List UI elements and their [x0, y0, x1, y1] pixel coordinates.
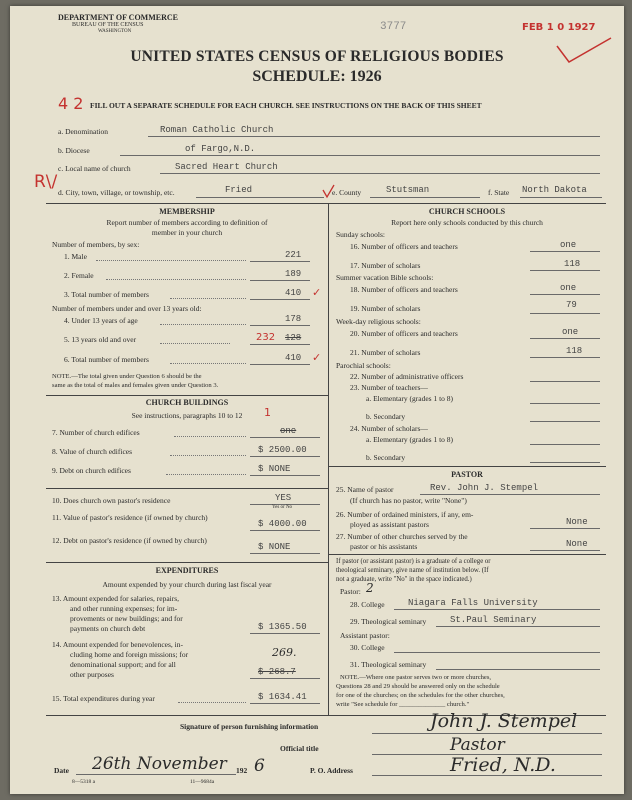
row-26-line-1: 26. Number of ordained ministers, if any, em-	[336, 510, 474, 519]
row-16-label: 16. Number of officers and teachers	[350, 242, 458, 251]
rv-mark: R\/	[34, 172, 58, 192]
row-8-label: 8. Value of church edifices	[52, 447, 133, 456]
row-10-value: YES	[275, 493, 292, 503]
tick-mark-icon	[322, 184, 336, 200]
row-12-label: 12. Debt on pastor's residence (if owned by church)	[52, 536, 207, 545]
form-subtitle: SCHEDULE: 1926	[252, 68, 382, 85]
form-code-2: 11—9684a	[190, 779, 215, 785]
po-address-value: Fried, N.D.	[450, 754, 556, 776]
row-3-label: 3. Total number of members	[64, 290, 149, 299]
row-7-label: 7. Number of church edifices	[52, 428, 140, 437]
pastor-note-2: Questions 28 and 29 should be answered only on the schedule	[336, 683, 500, 690]
college-value: Niagara Falls University	[408, 598, 538, 608]
census-schedule-sheet	[10, 6, 624, 794]
membership-by-sex: Number of members, by sex:	[52, 240, 140, 249]
row-10-label: 10. Does church own pastor's residence	[52, 496, 171, 505]
row-21-value: 118	[566, 346, 583, 356]
schedule-number: 3777	[380, 21, 407, 33]
row-16-value: one	[560, 240, 577, 250]
pastor-note-1: NOTE.—Where one pastor serves two or more churches,	[340, 674, 492, 681]
row-14-line-4: other purposes	[70, 670, 114, 679]
row-22-label: 22. Number of administrative officers	[350, 372, 464, 381]
row-23b-label: b. Secondary	[366, 412, 406, 421]
row-20-label: 20. Number of officers and teachers	[350, 329, 458, 338]
year-prefix: 192	[236, 766, 248, 775]
official-title-value: Pastor	[450, 735, 505, 755]
buildings-heading: CHURCH BUILDINGS	[145, 398, 229, 407]
membership-intro-1: Report number of members according to definition of	[106, 218, 268, 227]
date-label: Date	[54, 766, 69, 775]
row-6-label: 6. Total number of members	[64, 355, 149, 364]
row-4-value: 178	[285, 314, 302, 324]
row-25-label: 25. Name of pastor	[336, 485, 394, 494]
row-3-value: 410	[285, 288, 302, 298]
membership-note-1: NOTE.—The total given under Question 6 should be the	[52, 373, 202, 380]
row-2-value: 189	[285, 269, 302, 279]
row-14-line-3: denominational support; and for all	[70, 660, 176, 669]
row-13-line-3: provements or new buildings; and for	[70, 614, 183, 623]
buildings-mark: 1	[264, 406, 271, 419]
row-5-value: 128	[285, 333, 302, 343]
row-9-label: 9. Debt on church edifices	[52, 466, 131, 475]
row-24b-label: b. Secondary	[366, 453, 406, 462]
denomination-label: a. Denomination	[58, 127, 108, 136]
row-31-label: 31. Theological seminary	[350, 660, 427, 669]
row-6-mark: ✓	[312, 351, 322, 364]
row-25-hint: (If church has no pastor, write "None")	[350, 496, 467, 505]
county-value: Stutsman	[386, 185, 430, 195]
pastor-note-3: for one of the churches; on the schedules for the other churches,	[336, 692, 505, 699]
row-29-label: 29. Theological seminary	[350, 617, 427, 626]
row-8-value: $ 2500.00	[258, 445, 307, 455]
row-1-value: 221	[285, 250, 302, 260]
summer-label: Summer vacation Bible schools:	[336, 273, 434, 282]
row-20-value: one	[562, 327, 579, 337]
expenditures-heading: EXPENDITURES	[155, 566, 219, 575]
row-18-label: 18. Number of officers and teachers	[350, 285, 458, 294]
row-15-value: $ 1634.41	[258, 692, 307, 702]
pastor-heading: PASTOR	[451, 470, 483, 479]
denomination-value: Roman Catholic Church	[160, 125, 274, 135]
row-4-label: 4. Under 13 years of age	[64, 316, 138, 325]
state-value: North Dakota	[522, 185, 587, 195]
row-23a-label: a. Elementary (grades 1 to 8)	[366, 394, 454, 403]
bureau-name: BUREAU OF THE CENSUS	[72, 22, 144, 28]
row-7-value: one	[280, 426, 297, 436]
membership-heading: MEMBERSHIP	[159, 207, 215, 216]
county-label: e. County	[332, 188, 362, 197]
diocese-value: of Fargo,N.D.	[185, 144, 256, 154]
year-value: 6	[254, 756, 265, 776]
date-value: 26th November	[92, 754, 227, 774]
membership-note-2: same as the total of males and females given under Question 3.	[52, 382, 219, 389]
row-14-line-1: 14. Amount expended for benevolences, in-	[52, 640, 184, 649]
city-label: d. City, town, village, or township, etc.	[58, 188, 175, 197]
official-title-label: Official title	[280, 744, 319, 753]
row-13-line-4: payments on church debt	[70, 624, 146, 633]
pastor-label: Pastor:	[340, 587, 361, 596]
row-26-value: None	[566, 517, 588, 527]
row-13-value: $ 1365.50	[258, 622, 307, 632]
row-11-value: $ 4000.00	[258, 519, 307, 529]
pastor-name-value: Rev. John J. Stempel	[430, 483, 539, 493]
city-name: WASHINGTON	[98, 29, 132, 34]
row-9-value: $ NONE	[258, 464, 291, 474]
pastor-note-4: write "See schedule for ______________ church."	[336, 701, 470, 708]
received-stamp: FEB 1 0 1927	[522, 22, 596, 33]
row-15-label: 15. Total expenditures during year	[52, 694, 155, 703]
grad-note-1: If pastor (or assistant pastor) is a graduate of a college or	[336, 558, 491, 565]
weekday-label: Week-day religious schools:	[336, 317, 421, 326]
row-28-label: 28. College	[350, 600, 385, 609]
handwritten-42: 4 2	[58, 94, 84, 113]
row-17-value: 118	[564, 259, 581, 269]
row-2-label: 2. Female	[64, 271, 94, 280]
row-30-label: 30. College	[350, 643, 385, 652]
row-13-line-2: and other running expenses; for im-	[70, 604, 178, 613]
dept-name: DEPARTMENT OF COMMERCE	[58, 13, 179, 22]
row-24-label: 24. Number of scholars—	[350, 424, 428, 433]
row-11-label: 11. Value of pastor's residence (if owned by church)	[52, 513, 208, 522]
row-19-value: 79	[566, 300, 577, 310]
state-label: f. State	[488, 188, 510, 197]
po-address-label: P. O. Address	[310, 766, 353, 775]
membership-intro-2: member in your church	[151, 228, 223, 237]
buildings-see: See instructions, paragraphs 10 to 12	[131, 411, 243, 420]
sunday-label: Sunday schools:	[336, 230, 385, 239]
row-14-correction: 269.	[272, 646, 297, 659]
city-value: Fried	[225, 185, 253, 195]
form-code-1: 8—5318 a	[72, 779, 96, 785]
row-24a-label: a. Elementary (grades 1 to 8)	[366, 435, 454, 444]
row-1-label: 1. Male	[64, 252, 87, 261]
row-5-label: 5. 13 years old and over	[64, 335, 137, 344]
parochial-label: Parochial schools:	[336, 361, 391, 370]
row-6-value: 410	[285, 353, 302, 363]
signature-label: Signature of person furnishing information	[180, 722, 319, 731]
row-23-label: 23. Number of teachers—	[350, 383, 428, 392]
yes-no-hint: Yes or No	[272, 505, 293, 510]
row-21-label: 21. Number of scholars	[350, 348, 421, 357]
row-3-mark: ✓	[312, 286, 322, 299]
row-17-label: 17. Number of scholars	[350, 261, 421, 270]
row-13-line-1: 13. Amount expended for salaries, repairs,	[52, 594, 180, 603]
seminary-value: St.Paul Seminary	[450, 615, 537, 625]
instruction-line: FILL OUT A SEPARATE SCHEDULE FOR EACH CHURCH. SEE INSTRUCTIONS ON THE BACK OF THIS SHEET	[90, 101, 482, 110]
diocese-label: b. Diocese	[58, 146, 90, 155]
pastor-mark: 2	[366, 581, 374, 595]
row-27-value: None	[566, 539, 588, 549]
expenditures-intro: Amount expended by your church during last fiscal year	[102, 580, 272, 589]
row-14-line-2: cluding home and foreign missions; for	[70, 650, 189, 659]
grad-note-3: not a graduate, write "No" in the space indicated.)	[336, 576, 472, 583]
row-26-line-2: ployed as assistant pastors	[350, 520, 429, 529]
local-name-value: Sacred Heart Church	[175, 162, 278, 172]
row-19-label: 19. Number of scholars	[350, 304, 421, 313]
row-5-correction: 232	[256, 332, 276, 343]
row-18-value: one	[560, 283, 577, 293]
row-27-line-1: 27. Number of other churches served by the	[336, 532, 468, 541]
schools-intro: Report here only schools conducted by this church	[391, 218, 543, 227]
under-over-label: Number of members under and over 13 years old:	[52, 304, 202, 313]
row-14-value: $ 268.7	[258, 667, 296, 677]
grad-note-2: theological seminary, give name of institution below. (If	[336, 567, 489, 574]
schools-heading: CHURCH SCHOOLS	[428, 207, 506, 216]
row-27-line-2: pastor or his assistants	[350, 542, 418, 551]
asst-pastor-label: Assistant pastor:	[340, 631, 390, 640]
signature-value: John J. Stempel	[430, 710, 578, 732]
form-title: UNITED STATES CENSUS OF RELIGIOUS BODIES	[130, 48, 504, 65]
row-12-value: $ NONE	[258, 542, 291, 552]
local-name-label: c. Local name of church	[58, 164, 131, 173]
